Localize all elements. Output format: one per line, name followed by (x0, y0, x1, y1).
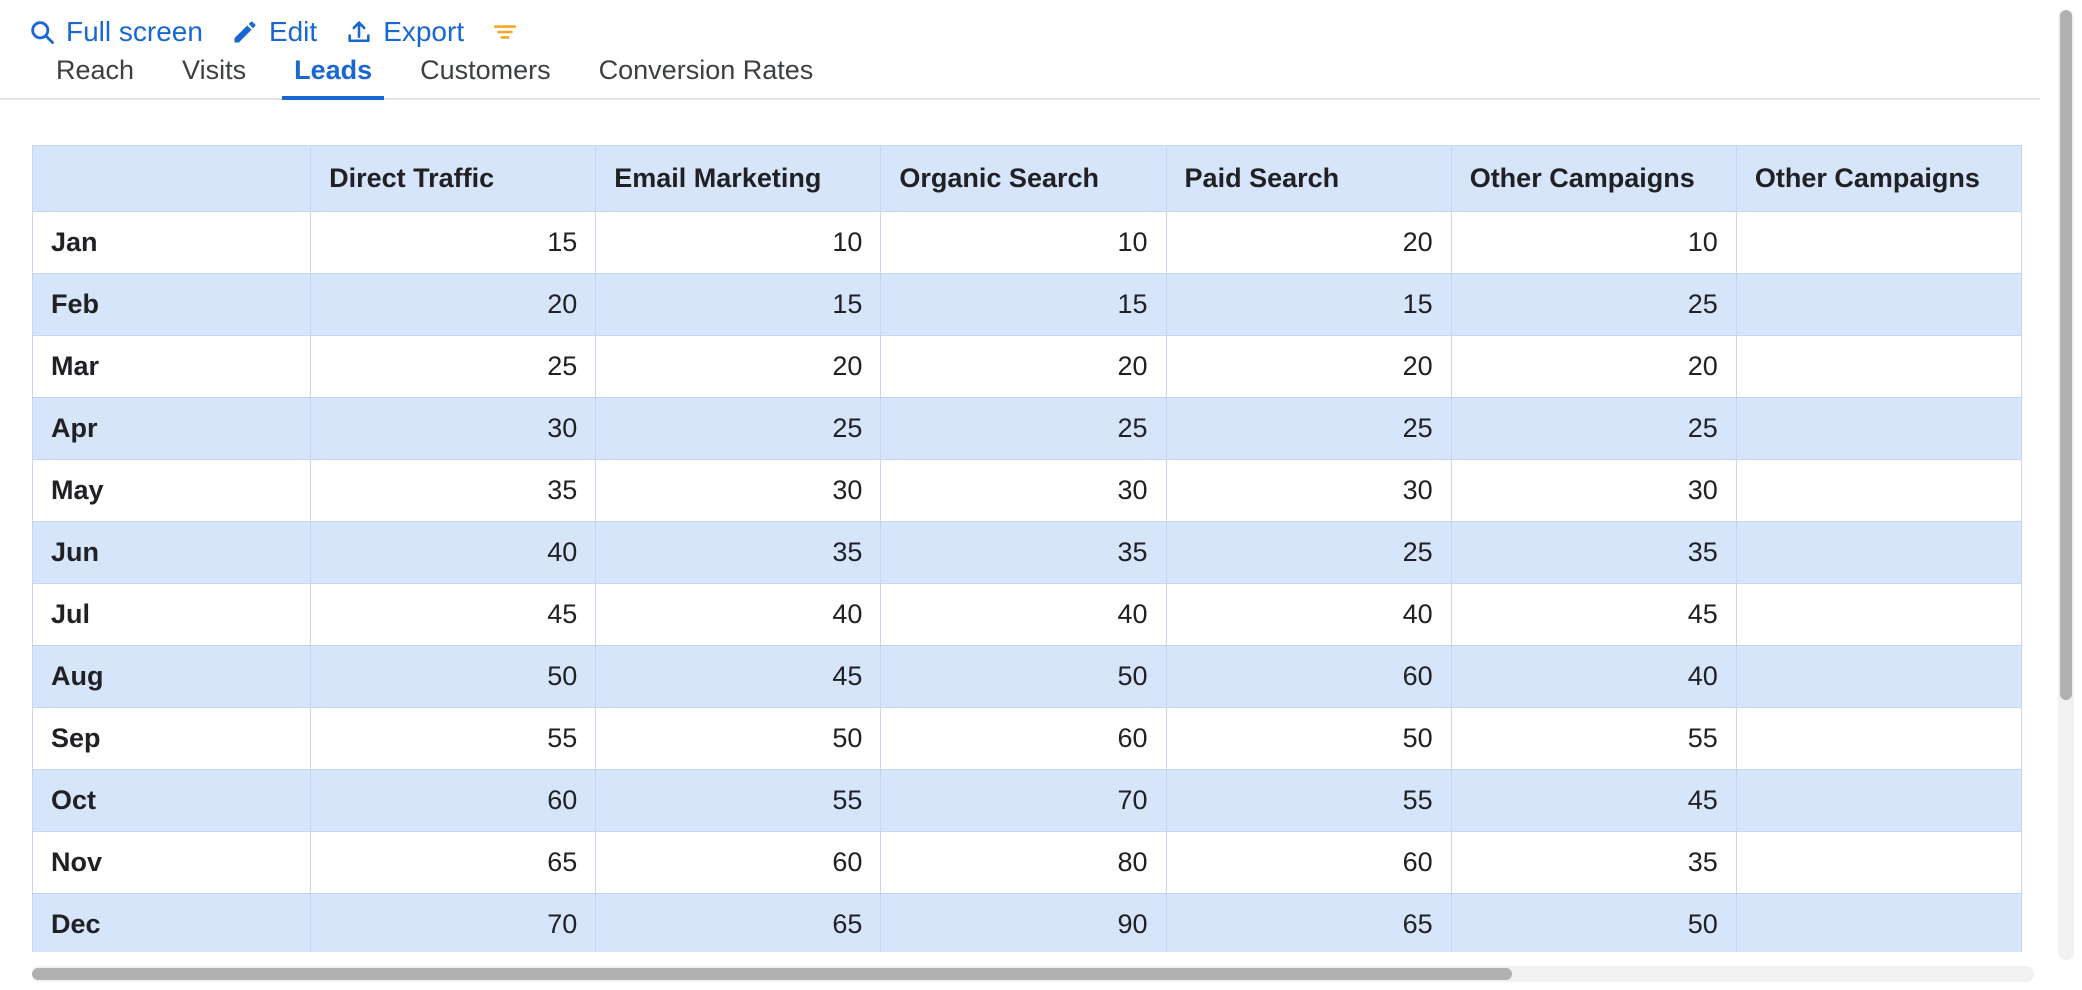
cell-jun-email-marketing: 35 (596, 522, 881, 584)
horizontal-scrollbar[interactable] (32, 966, 2034, 982)
row-header-aug: Aug (33, 646, 311, 708)
cell-may-email-marketing: 30 (596, 460, 881, 522)
row-header-dec: Dec (33, 894, 311, 953)
filter-button[interactable] (492, 21, 518, 43)
table-row (33, 584, 2022, 646)
cell-jun-direct-traffic: 40 (311, 522, 596, 584)
cell-apr-organic-search: 25 (881, 398, 1166, 460)
cell-aug-other-campaigns: 40 (1451, 646, 1736, 708)
data-table-container (32, 145, 2040, 952)
cell-feb-other-campaigns: 25 (1451, 274, 1736, 336)
cell-oct-other-campaigns: 45 (1451, 770, 1736, 832)
table-row (33, 894, 2022, 953)
cell-may-other-campaigns: 30 (1451, 460, 1736, 522)
cell-jul-direct-traffic: 45 (311, 584, 596, 646)
row-header-sep: Sep (33, 708, 311, 770)
row-header-may: May (33, 460, 311, 522)
row-header-jan: Jan (33, 212, 311, 274)
cell-sep-organic-search: 60 (881, 708, 1166, 770)
edit-label: Edit (268, 16, 318, 47)
cell-mar-email-marketing: 20 (596, 336, 881, 398)
column-header-paid-search[interactable]: Paid Search (1166, 146, 1451, 212)
row-header-feb: Feb (33, 274, 311, 336)
cell-jul-paid-search: 40 (1166, 584, 1451, 646)
cell-jul-email-marketing: 40 (596, 584, 881, 646)
cell-dec-other-campaigns-2 (1736, 894, 2021, 953)
table-body (33, 212, 2022, 953)
cell-aug-other-campaigns-2 (1736, 646, 2021, 708)
cell-jun-organic-search: 35 (881, 522, 1166, 584)
tab-leads[interactable]: Leads (270, 55, 396, 98)
cell-jan-organic-search: 10 (881, 212, 1166, 274)
cell-sep-direct-traffic: 55 (311, 708, 596, 770)
cell-oct-organic-search: 70 (881, 770, 1166, 832)
cell-nov-organic-search: 80 (881, 832, 1166, 894)
cell-oct-other-campaigns-2 (1736, 770, 2021, 832)
cell-feb-paid-search: 15 (1166, 274, 1451, 336)
cell-may-organic-search: 30 (881, 460, 1166, 522)
table-header (33, 146, 2022, 212)
cell-jul-organic-search: 40 (881, 584, 1166, 646)
cell-dec-paid-search: 65 (1166, 894, 1451, 953)
row-header-jun: Jun (33, 522, 311, 584)
cell-dec-other-campaigns: 50 (1451, 894, 1736, 953)
tab-reach[interactable]: Reach (56, 55, 135, 85)
cell-jul-other-campaigns-2 (1736, 584, 2021, 646)
cell-apr-email-marketing: 25 (596, 398, 881, 460)
toolbar (0, 0, 2082, 47)
export-button[interactable] (345, 16, 464, 48)
cell-sep-paid-search: 50 (1166, 708, 1451, 770)
table-row (33, 646, 2022, 708)
cell-apr-direct-traffic: 30 (311, 398, 596, 460)
cell-nov-email-marketing: 60 (596, 832, 881, 894)
column-header-organic-search[interactable]: Organic Search (881, 146, 1166, 212)
cell-oct-direct-traffic: 60 (311, 770, 596, 832)
table-header-row (33, 146, 2022, 212)
tab-bar (0, 44, 2040, 100)
cell-sep-other-campaigns-2 (1736, 708, 2021, 770)
cell-jun-paid-search: 25 (1166, 522, 1451, 584)
leads-table (32, 145, 2022, 952)
cell-mar-paid-search: 20 (1166, 336, 1451, 398)
cell-jan-direct-traffic: 15 (311, 212, 596, 274)
table-row (33, 770, 2022, 832)
table-row (33, 522, 2022, 584)
table-row (33, 832, 2022, 894)
table-row (33, 398, 2022, 460)
table-row (33, 708, 2022, 770)
table-row (33, 212, 2022, 274)
cell-mar-organic-search: 20 (881, 336, 1166, 398)
full-screen-button[interactable] (28, 16, 203, 48)
cell-sep-other-campaigns: 55 (1451, 708, 1736, 770)
cell-dec-email-marketing: 65 (596, 894, 881, 953)
table-row (33, 336, 2022, 398)
full-screen-label: Full screen (66, 16, 203, 47)
edit-button[interactable] (231, 16, 317, 48)
row-header-apr: Apr (33, 398, 311, 460)
cell-dec-direct-traffic: 70 (311, 894, 596, 953)
cell-jan-email-marketing: 10 (596, 212, 881, 274)
cell-nov-direct-traffic: 65 (311, 832, 596, 894)
cell-mar-other-campaigns: 20 (1451, 336, 1736, 398)
cell-mar-direct-traffic: 25 (311, 336, 596, 398)
row-header-mar: Mar (33, 336, 311, 398)
cell-nov-paid-search: 60 (1166, 832, 1451, 894)
export-label: Export (383, 16, 465, 47)
cell-feb-email-marketing: 15 (596, 274, 881, 336)
cell-jan-other-campaigns: 10 (1451, 212, 1736, 274)
cell-jun-other-campaigns-2 (1736, 522, 2021, 584)
row-header-oct: Oct (33, 770, 311, 832)
table-corner-cell (33, 146, 311, 212)
cell-feb-other-campaigns-2 (1736, 274, 2021, 336)
row-header-jul: Jul (33, 584, 311, 646)
cell-dec-organic-search: 90 (881, 894, 1166, 953)
cell-aug-paid-search: 60 (1166, 646, 1451, 708)
table-row (33, 460, 2022, 522)
tab-customers[interactable]: Customers (420, 55, 551, 85)
column-header-direct-traffic[interactable]: Direct Traffic (311, 146, 596, 212)
export-icon (345, 18, 373, 46)
vertical-scrollbar[interactable] (2058, 10, 2074, 960)
horizontal-scrollbar-thumb[interactable] (32, 968, 1512, 980)
cell-jan-other-campaigns-2 (1736, 212, 2021, 274)
vertical-scrollbar-thumb[interactable] (2060, 10, 2072, 700)
row-header-nov: Nov (33, 832, 311, 894)
cell-may-other-campaigns-2 (1736, 460, 2021, 522)
cell-aug-email-marketing: 45 (596, 646, 881, 708)
cell-feb-direct-traffic: 20 (311, 274, 596, 336)
tab-conversion-rates[interactable]: Conversion Rates (598, 55, 814, 85)
cell-aug-organic-search: 50 (881, 646, 1166, 708)
cell-may-direct-traffic: 35 (311, 460, 596, 522)
cell-oct-paid-search: 55 (1166, 770, 1451, 832)
cell-jul-other-campaigns: 45 (1451, 584, 1736, 646)
tab-visits[interactable]: Visits (182, 55, 247, 85)
cell-jun-other-campaigns: 35 (1451, 522, 1736, 584)
column-header-email-marketing[interactable]: Email Marketing (596, 146, 881, 212)
table-row (33, 274, 2022, 336)
column-header-other-campaigns[interactable]: Other Campaigns (1451, 146, 1736, 212)
cell-nov-other-campaigns: 35 (1451, 832, 1736, 894)
cell-apr-paid-search: 25 (1166, 398, 1451, 460)
cell-jan-paid-search: 20 (1166, 212, 1451, 274)
cell-feb-organic-search: 15 (881, 274, 1166, 336)
column-header-other-campaigns-2[interactable]: Other Campaigns (1736, 146, 2021, 212)
filter-icon (492, 21, 518, 43)
cell-may-paid-search: 30 (1166, 460, 1451, 522)
cell-aug-direct-traffic: 50 (311, 646, 596, 708)
cell-nov-other-campaigns-2 (1736, 832, 2021, 894)
cell-apr-other-campaigns: 25 (1451, 398, 1736, 460)
cell-mar-other-campaigns-2 (1736, 336, 2021, 398)
cell-sep-email-marketing: 50 (596, 708, 881, 770)
search-icon (28, 18, 56, 46)
pencil-icon (231, 18, 259, 46)
cell-apr-other-campaigns-2 (1736, 398, 2021, 460)
cell-oct-email-marketing: 55 (596, 770, 881, 832)
